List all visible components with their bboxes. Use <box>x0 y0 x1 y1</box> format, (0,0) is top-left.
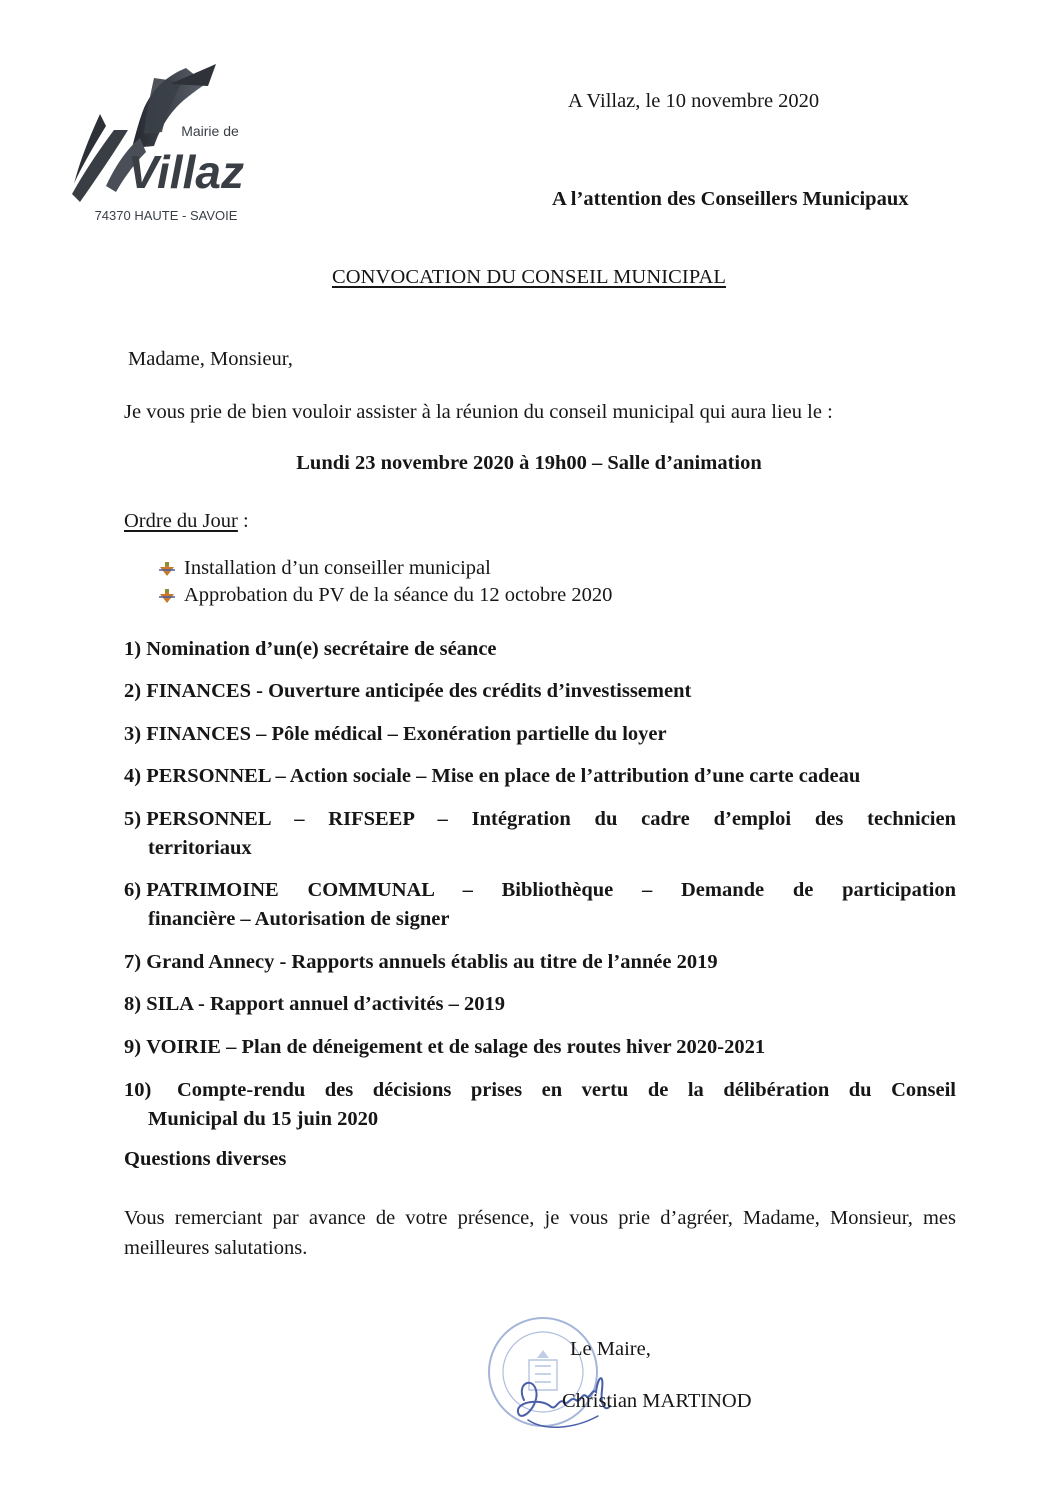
agenda-item-number: 1) <box>124 638 147 660</box>
mayor-name: Christian MARTINOD <box>562 1390 752 1412</box>
agenda-item <box>124 677 956 706</box>
agenda-item <box>124 762 956 791</box>
logo-line-3: 74370 HAUTE - SAVOIE <box>94 208 238 223</box>
agenda-item-number: 10) <box>124 1079 177 1101</box>
agenda-item-text: SILA - Rapport annuel d’activités – 2019 <box>146 993 505 1015</box>
preliminary-item <box>157 584 612 607</box>
agenda-item-text: FINANCES - Ouverture anticipée des crédits d’investissement <box>146 680 692 702</box>
mayor-title: Le Maire, <box>570 1338 651 1360</box>
agenda-item-number: 6) <box>124 879 147 901</box>
salutation: Madame, Monsieur, <box>128 348 293 370</box>
agenda-item <box>124 1076 956 1134</box>
date-line: A Villaz, le 10 novembre 2020 <box>568 90 820 112</box>
agenda-heading-text: Ordre du Jour <box>124 510 238 532</box>
agenda-item <box>124 805 956 863</box>
agenda-item <box>124 990 956 1019</box>
agenda-item <box>124 948 956 977</box>
agenda-heading-suffix: : <box>237 510 249 532</box>
bullet-arrow-icon <box>157 560 177 578</box>
agenda-item-text: FINANCES – Pôle médical – Exonération partielle du loyer <box>146 723 667 745</box>
bullet-arrow-icon <box>157 587 177 605</box>
agenda-item-number: 9) <box>124 1036 147 1058</box>
agenda-item <box>124 635 956 664</box>
attention-line: A l’attention des Conseillers Municipaux <box>552 188 909 210</box>
agenda-item-text: PERSONNEL – Action sociale – Mise en place de l’attribution d’une carte cadeau <box>146 765 861 787</box>
agenda-item <box>124 876 956 934</box>
agenda-item-number: 2) <box>124 680 147 702</box>
agenda-heading <box>124 510 249 533</box>
agenda-item <box>124 1033 956 1062</box>
preliminary-item-label: Installation d’un conseiller municipal <box>184 557 491 579</box>
agenda-item-number: 8) <box>124 993 147 1015</box>
agenda-item-continuation: Municipal du 15 juin 2020 <box>148 1108 379 1130</box>
agenda-item-continuation: territoriaux <box>148 837 252 859</box>
preliminary-item <box>157 557 491 580</box>
agenda-item-number: 7) <box>124 951 147 973</box>
agenda-item-number: 3) <box>124 723 147 745</box>
agenda-item-text: Grand Annecy - Rapports annuels établis au titre de l’année 2019 <box>146 951 718 973</box>
mairie-logo <box>66 56 276 234</box>
logo-line-1: Mairie de <box>181 123 239 139</box>
closing-paragraph: Vous remerciant par avance de votre présence, je vous prie d’agréer, Madame, Monsieur, mes meilleures salutations. <box>124 1207 956 1259</box>
agenda-item-number: 5) <box>124 808 147 830</box>
document-title-text: CONVOCATION DU CONSEIL MUNICIPAL <box>331 266 727 288</box>
intro-paragraph: Je vous prie de bien vouloir assister à la réunion du conseil municipal qui aura lieu le : <box>124 401 833 423</box>
logo-line-2: Villaz <box>128 146 244 198</box>
agenda-item-number: 4) <box>124 765 147 787</box>
agenda-item-text: PATRIMOINE COMMUNAL – Bibliothèque – Demande de participation <box>146 879 956 901</box>
agenda-item-text: VOIRIE – Plan de déneigement et de salage des routes hiver 2020-2021 <box>146 1036 766 1058</box>
agenda-item <box>124 720 956 749</box>
document-title <box>0 266 1058 289</box>
agenda-item-text: Nomination d’un(e) secrétaire de séance <box>146 638 497 660</box>
agenda-item-text: PERSONNEL – RIFSEEP – Intégration du cadre d’emploi des technicien <box>146 808 956 830</box>
meeting-details: Lundi 23 novembre 2020 à 19h00 – Salle d’animation <box>296 452 762 474</box>
preliminary-item-label: Approbation du PV de la séance du 12 octobre 2020 <box>184 584 613 606</box>
agenda-item-continuation: financière – Autorisation de signer <box>148 908 450 930</box>
questions-diverses: Questions diverses <box>124 1148 287 1170</box>
agenda-item-text: Compte-rendu des décisions prises en vertu de la délibération du Conseil <box>176 1079 956 1101</box>
